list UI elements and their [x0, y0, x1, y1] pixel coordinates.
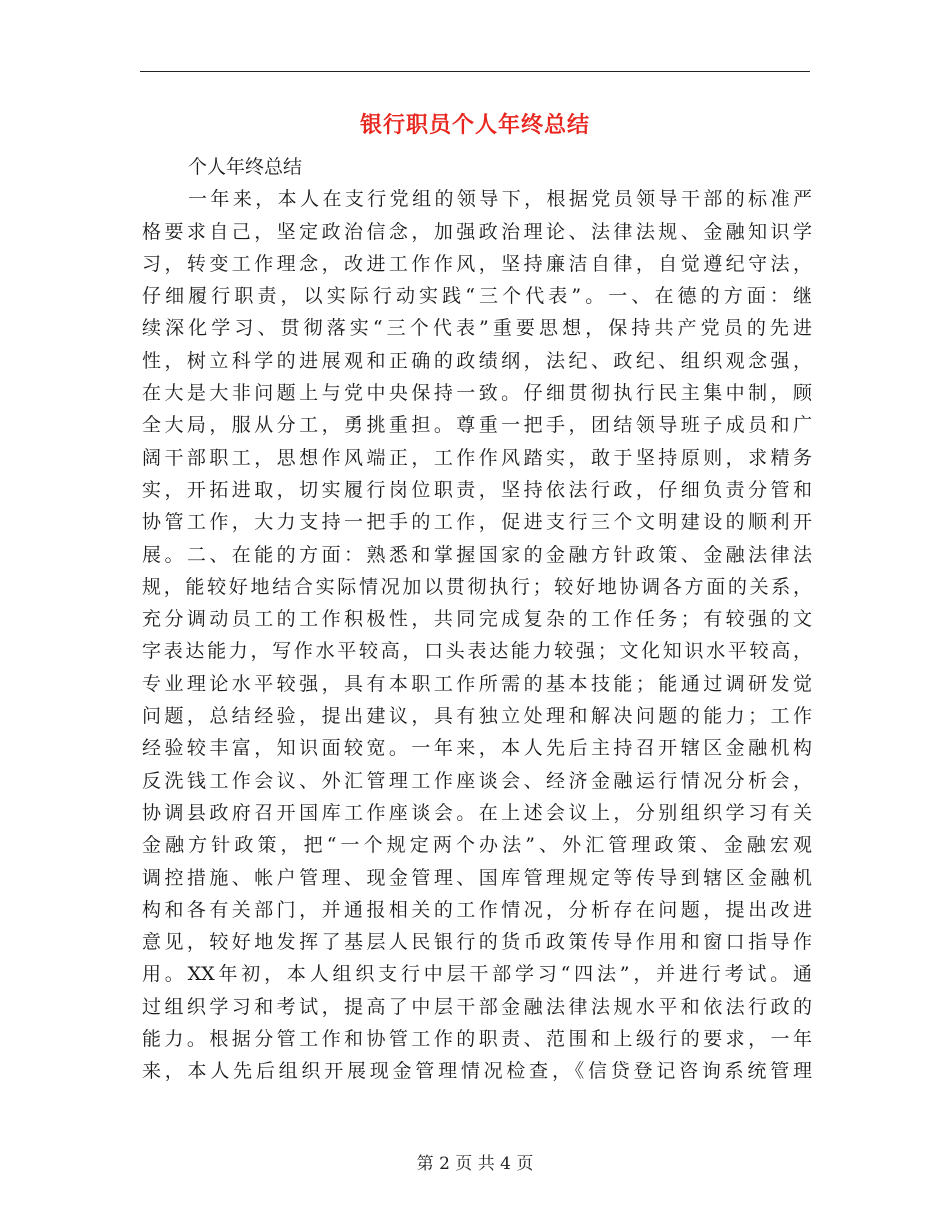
body-line: 用。XX年初，本人组织支行中层干部学习“四法”，并进行考试。通 [142, 963, 812, 986]
page-number-footer: 第 2 页 共 4 页 [416, 1154, 534, 1174]
body-line: 来，本人先后组织开展现金管理情况检查，《信贷登记咨询系统管理 [142, 1060, 812, 1083]
body-line: 反洗钱工作会议、外汇管理工作座谈会、经济金融运行情况分析会， [142, 769, 812, 792]
body-line: 一年来，本人在支行党组的领导下，根据党员领导干部的标准严 [188, 188, 812, 211]
body-line: 过组织学习和考试，提高了中层干部金融法律法规水平和依法行政的 [142, 995, 812, 1018]
body-line: 调控措施、帐户管理、现金管理、国库管理规定等传导到辖区金融机 [142, 866, 812, 889]
body-line: 展。二、在能的方面：熟悉和掌握国家的金融方针政策、金融法律法 [142, 543, 812, 566]
body-line: 性，树立科学的进展观和正确的政绩纲，法纪、政纪、组织观念强， [142, 349, 812, 372]
body-line: 仔细履行职责，以实际行动实践“三个代表”。一、在德的方面：继 [142, 285, 812, 308]
body-line: 意见，较好地发挥了基层人民银行的货币政策传导作用和窗口指导作 [142, 931, 812, 954]
body-line: 经验较丰富，知识面较宽。一年来，本人先后主持召开辖区金融机构 [142, 737, 812, 760]
body-line: 协调县政府召开国库工作座谈会。在上述会议上，分别组织学习有关 [142, 801, 812, 824]
body-line: 能力。根据分管工作和协管工作的职责、范围和上级行的要求，一年 [142, 1028, 812, 1051]
body-subtitle-line: 个人年终总结 [188, 156, 303, 178]
body-line: 协管工作，大力支持一把手的工作，促进支行三个文明建设的顺利开 [142, 511, 812, 534]
body-line: 充分调动员工的工作积极性，共同完成复杂的工作任务；有较强的文 [142, 608, 812, 631]
body-line: 专业理论水平较强，具有本职工作所需的基本技能；能通过调研发觉 [142, 672, 812, 695]
body-line: 构和各有关部门，并通报相关的工作情况，分析存在问题，提出改进 [142, 898, 812, 921]
body-line: 习，转变工作理念，改进工作作风，坚持廉洁自律，自觉遵纪守法， [142, 252, 812, 275]
body-line: 字表达能力，写作水平较高，口头表达能力较强；文化知识水平较高， [142, 640, 812, 663]
document-title: 银行职员个人年终总结 [359, 112, 590, 138]
body-line: 实，开拓进取，切实履行岗位职责，坚持依法行政，仔细负责分管和 [142, 478, 812, 501]
body-line: 问题，总结经验，提出建议，具有独立处理和解决问题的能力；工作 [142, 705, 812, 728]
body-line: 规，能较好地结合实际情况加以贯彻执行；较好地协调各方面的关系， [142, 575, 812, 598]
body-line: 阔干部职工，思想作风端正，工作作风踏实，敢于坚持原则，求精务 [142, 446, 812, 469]
body-line: 金融方针政策，把“一个规定两个办法”、外汇管理政策、金融宏观 [142, 834, 812, 857]
body-line: 全大局，服从分工，勇挑重担。尊重一把手，团结领导班子成员和广 [142, 414, 812, 437]
body-line: 续深化学习、贯彻落实“三个代表”重要思想，保持共产党员的先进 [142, 317, 812, 340]
body-line: 格要求自己，坚定政治信念，加强政治理论、法律法规、金融知识学 [142, 220, 812, 243]
header-rule [140, 71, 810, 72]
body-line: 在大是大非问题上与党中央保持一致。仔细贯彻执行民主集中制，顾 [142, 382, 812, 405]
document-body [142, 151, 812, 1088]
